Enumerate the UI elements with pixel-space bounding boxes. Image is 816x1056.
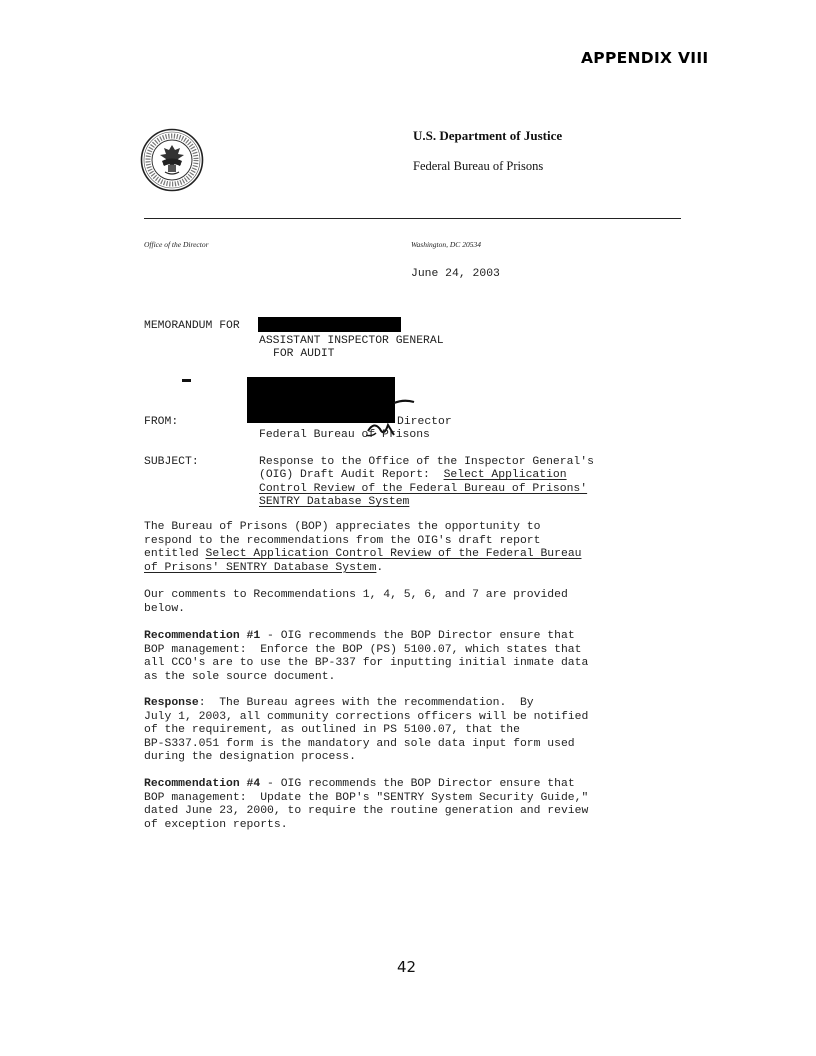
subject-line: Response to the Office of the Inspector General's bbox=[259, 456, 594, 468]
location: Washington, DC 20534 bbox=[411, 240, 481, 249]
recommendation-1: Recommendation #1 - OIG recommends the BOP Director ensure that BOP management: Enforce the BOP (PS) 5100.07, which states that all CCO's are to use the BP-337 for inputting initial inmate data as the sole source document. bbox=[144, 630, 589, 683]
from-label: FROM: bbox=[144, 416, 179, 428]
response-label: Response bbox=[144, 697, 199, 709]
from-organization: Federal Bureau of Prisons bbox=[259, 429, 430, 441]
memo-date: June 24, 2003 bbox=[411, 268, 500, 280]
subject-line: (OIG) Draft Audit Report: Select Application bbox=[259, 469, 567, 481]
handwritten-mark bbox=[182, 379, 191, 382]
subject-line: Control Review of the Federal Bureau of Prisons' bbox=[259, 483, 588, 495]
intro-paragraph: The Bureau of Prisons (BOP) appreciates the opportunity to respond to the recommendations from the OIG's draft report entitled Select Application Control Review of the Federal Bureau of Prisons' SENTRY Database System. bbox=[144, 521, 582, 574]
office-of-director: Office of the Director bbox=[144, 240, 209, 249]
page-number: 42 bbox=[397, 958, 417, 976]
memo-for-title: ASSISTANT INSPECTOR GENERAL bbox=[259, 335, 444, 347]
memo-for-label: MEMORANDUM FOR bbox=[144, 320, 240, 332]
department-name: U.S. Department of Justice bbox=[413, 128, 563, 143]
comments-paragraph: Our comments to Recommendations 1, 4, 5, 6, and 7 are provided below. bbox=[144, 589, 568, 615]
recommendation-label: Recommendation #1 bbox=[144, 630, 261, 642]
letterhead-divider bbox=[144, 218, 681, 219]
recommendation-4: Recommendation #4 - OIG recommends the BOP Director ensure that BOP management: Update the BOP's "SENTRY System Security Guide," dated June 23, 2000, to require the routine generation and review of exception reports. bbox=[144, 778, 589, 831]
response-1: Response: The Bureau agrees with the recommendation. By July 1, 2003, all community corrections officers will be notified of the requirement, as outlined in PS 5100.07, that the BP-S337.051 form is the mandatory and sole data input form used during the designation process. bbox=[144, 697, 589, 764]
memo-for-title-2: FOR AUDIT bbox=[273, 348, 335, 360]
recommendation-label: Recommendation #4 bbox=[144, 778, 261, 790]
from-title: Director bbox=[397, 416, 452, 428]
subject-label: SUBJECT: bbox=[144, 456, 199, 468]
subject-line: SENTRY Database System bbox=[259, 496, 410, 508]
department-of-justice-seal bbox=[140, 128, 204, 192]
appendix-label: APPENDIX VIII bbox=[581, 49, 709, 67]
redaction-bar bbox=[258, 317, 401, 332]
bureau-name: Federal Bureau of Prisons bbox=[413, 159, 544, 173]
